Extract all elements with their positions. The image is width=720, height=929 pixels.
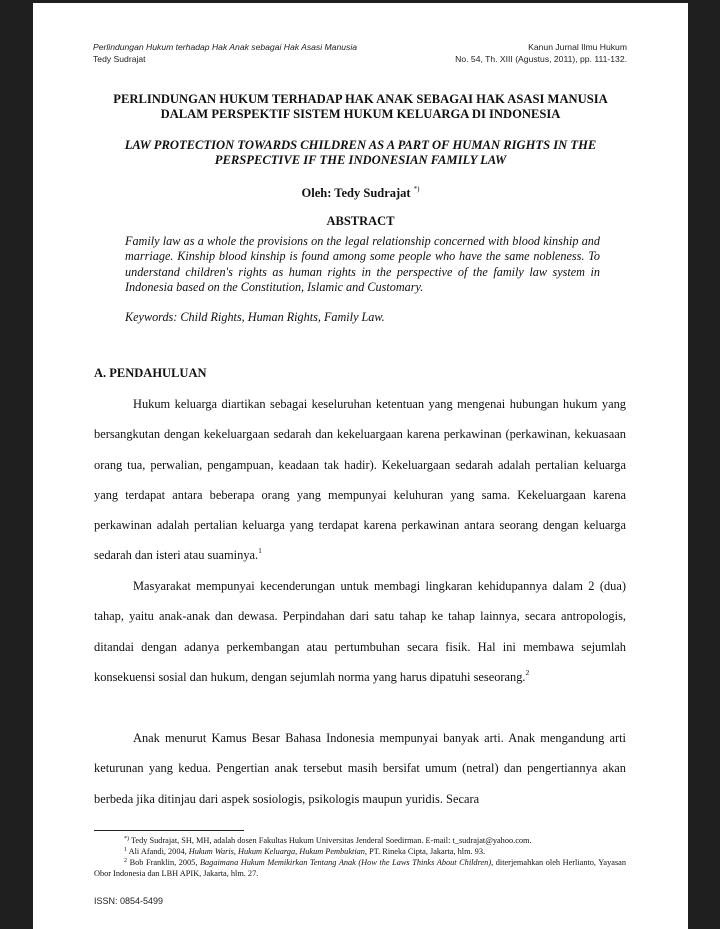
keywords: Keywords: Child Rights, Human Rights, Family Law. — [125, 310, 385, 324]
footnote-1-publisher: PT. Rineka Cipta, Jakarta, hlm. 93. — [367, 847, 486, 857]
paragraph-1 — [94, 389, 626, 571]
journal-page — [33, 3, 688, 929]
running-header-left — [93, 41, 357, 65]
footnote-1-book-title: Hukum Waris, Hukum Keluarga, Hukum Pembuktian, — [188, 847, 367, 857]
paragraph-2 — [94, 571, 626, 692]
abstract-heading: ABSTRACT — [326, 214, 395, 228]
footnote-2-author: Bob Franklin, 2005, — [129, 858, 200, 868]
running-author: Tedy Sudrajat — [93, 54, 146, 64]
running-header-right — [455, 41, 627, 65]
abstract-text: Family law as a whole the provisions on the legal relationship concerned with blood kinship and marriage. Kinship blood kinship is found among some people who have the same nobleness. To understand children's rights as human rights in the perspective of the family law system in Indonesia based on the Constitution, Islamic and Customary. — [125, 234, 600, 294]
author-name: Oleh: Tedy Sudrajat — [301, 186, 411, 200]
footnote-author — [94, 835, 626, 846]
title-english — [73, 138, 648, 167]
footnotes — [94, 835, 626, 879]
section-heading: A. PENDAHULUAN — [94, 366, 207, 380]
paragraph-1-text: Hukum keluarga diartikan sebagai keseluruhan ketentuan yang mengenai hubungan hukum yang bersangkutan dengan kekeluargaan sedarah dan kekeluargaan karena perkawinan (perkawinan, kekuasaan orang tua, perwalian, pengampuan, keadaan tak hadir). Kekeluargaan sedarah adalah pertalian keluarga yang terdapat antara beberapa orang yang mempunyai keluhuran yang sama. Kekeluargaan karena perkawinan adalah pertalian keluarga yang terdapat karena perkawinan antara seorang dengan keluarga sedarah dan isteri atau suaminya. — [94, 397, 626, 563]
paragraph-2-text: Masyarakat mempunyai kecenderungan untuk membagi lingkaran kehidupannya dalam 2 (dua) tahap, yaitu anak-anak dan dewasa. Perpindahan dari satu tahap ke tahap lainnya, secara antropologis, ditandai dengan adanya perkembangan atau pertumbuhan secara fisik. Hal ini membawa sejumlah konsekuensi sosial dan hukum, dengan sejumlah norma yang harus dipatuhi seseorang. — [94, 579, 626, 684]
footnote-2-mark: 2 — [124, 858, 127, 865]
footnote-divider — [94, 830, 244, 831]
footnote-author-text: Tedy Sudrajat, SH, MH, adalah dosen Fakultas Hukum Universitas Jenderal Soedirman. E-mail: t_sudrajat@yahoo.com. — [130, 836, 532, 845]
title-english-line2: PERSPECTIVE IF THE INDONESIAN FAMILY LAW — [214, 152, 507, 167]
footnote-2-publisher: diterjemahkan oleh Herlianto, Yayasan Obor Indonesia dan LBH APIK, Jakarta, hlm. 27. — [94, 858, 627, 879]
footnote-2-book-title: Bagaimana Hukum Memikirkan Tentang Anak (How the Laws Thinks About Children), — [199, 858, 494, 868]
footnote-ref-1: 1 — [258, 546, 262, 556]
journal-issue: No. 54, Th. XIII (Agustus, 2011), pp. 111-132. — [455, 54, 627, 64]
footnote-author-mark: *) — [124, 836, 129, 842]
issn: ISSN: 0854-5499 — [94, 896, 164, 906]
author-line — [73, 182, 648, 201]
author-footnote-mark: *) — [413, 185, 420, 193]
title-indonesian-line1: PERLINDUNGAN HUKUM TERHADAP HAK ANAK SEBAGAI HAK ASASI MANUSIA — [113, 92, 608, 106]
footnote-2 — [94, 857, 626, 879]
footnote-1-author: Ali Afandi, 2004, — [128, 847, 189, 857]
title-indonesian — [73, 92, 648, 121]
running-title: Perlindungan Hukum terhadap Hak Anak sebagai Hak Asasi Manusia — [93, 42, 358, 52]
title-indonesian-line2: DALAM PERSPEKTIF SISTEM HUKUM KELUARGA DI INDONESIA — [160, 106, 561, 121]
footnote-1-mark: 1 — [124, 847, 127, 854]
footnote-1 — [94, 846, 626, 857]
paragraph-3: Anak menurut Kamus Besar Bahasa Indonesia mempunyai banyak arti. Anak mengandung arti keturunan yang kedua. Pengertian anak tersebut masih bersifat umum (netral) dan pengertiannya akan berbeda jika ditinjau dari aspek sosiologis, psikologis maupun yuridis. Secara — [94, 731, 626, 806]
title-english-line1: LAW PROTECTION TOWARDS CHILDREN AS A PART OF HUMAN RIGHTS IN THE — [124, 138, 597, 152]
footnote-ref-2: 2 — [525, 667, 530, 677]
journal-name: Kanun Jurnal Ilmu Hukum — [528, 42, 627, 52]
